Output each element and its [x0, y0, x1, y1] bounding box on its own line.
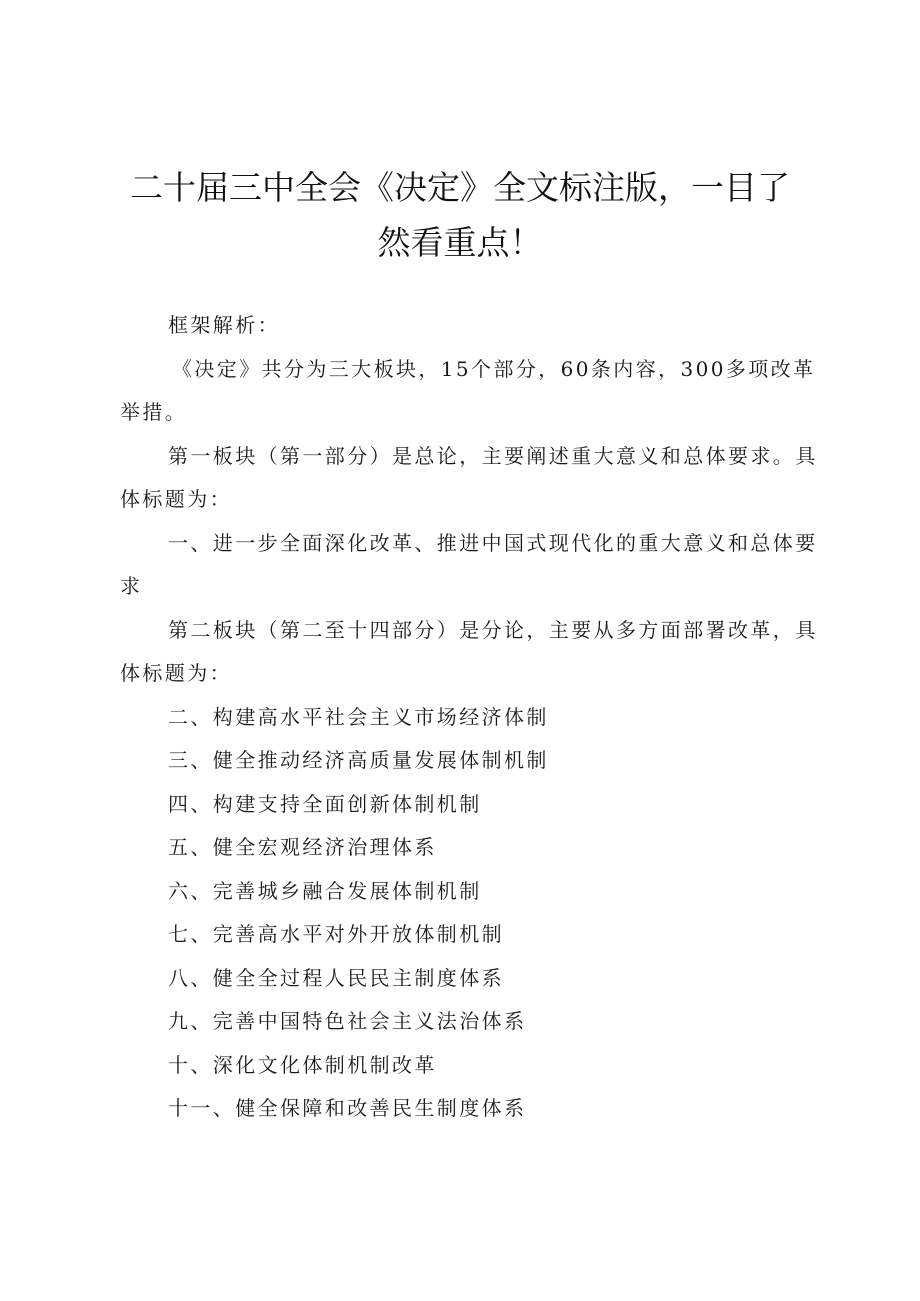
- document-body: [120, 304, 820, 1131]
- list-item: 九、完善中国特色社会主义法治体系: [168, 1009, 527, 1033]
- section-2-intro: 第二板块（第二至十四部分）是分论，主要从多方面部署改革，具体标题为：: [120, 617, 818, 685]
- title-line-2: 然看重点！: [377, 223, 543, 262]
- list-item: 三、健全推动经济高质量发展体制机制: [168, 748, 549, 772]
- section-1-heading: 一、进一步全面深化改革、推进中国式现代化的重大意义和总体要求: [120, 530, 818, 598]
- list-item: 六、完善城乡融合发展体制机制: [168, 878, 482, 903]
- title-line-1: 二十届三中全会《决定》全文标注版，一目了: [130, 168, 790, 207]
- list-item: 八、健全全过程人民民主制度体系: [168, 965, 504, 990]
- list-item: 五、健全宏观经济治理体系: [168, 835, 437, 859]
- list-item: 十、深化文化体制机制改革: [168, 1052, 437, 1077]
- list-item: 四、构建支持全面创新体制机制: [168, 791, 482, 816]
- section-1-intro: 第一板块（第一部分）是总论，主要阐述重大意义和总体要求。具体标题为：: [120, 443, 818, 511]
- framework-summary: 《决定》共分为三大板块，15个部分，60条内容，300多项改革举措。: [120, 356, 816, 424]
- list-item: 二、构建高水平社会主义市场经济体制: [168, 704, 549, 729]
- list-item: 十一、健全保障和改善民生制度体系: [168, 1096, 527, 1120]
- document-title: [120, 160, 800, 270]
- framework-label: 框架解析：: [168, 313, 280, 337]
- list-item: 七、完善高水平对外开放体制机制: [168, 922, 504, 946]
